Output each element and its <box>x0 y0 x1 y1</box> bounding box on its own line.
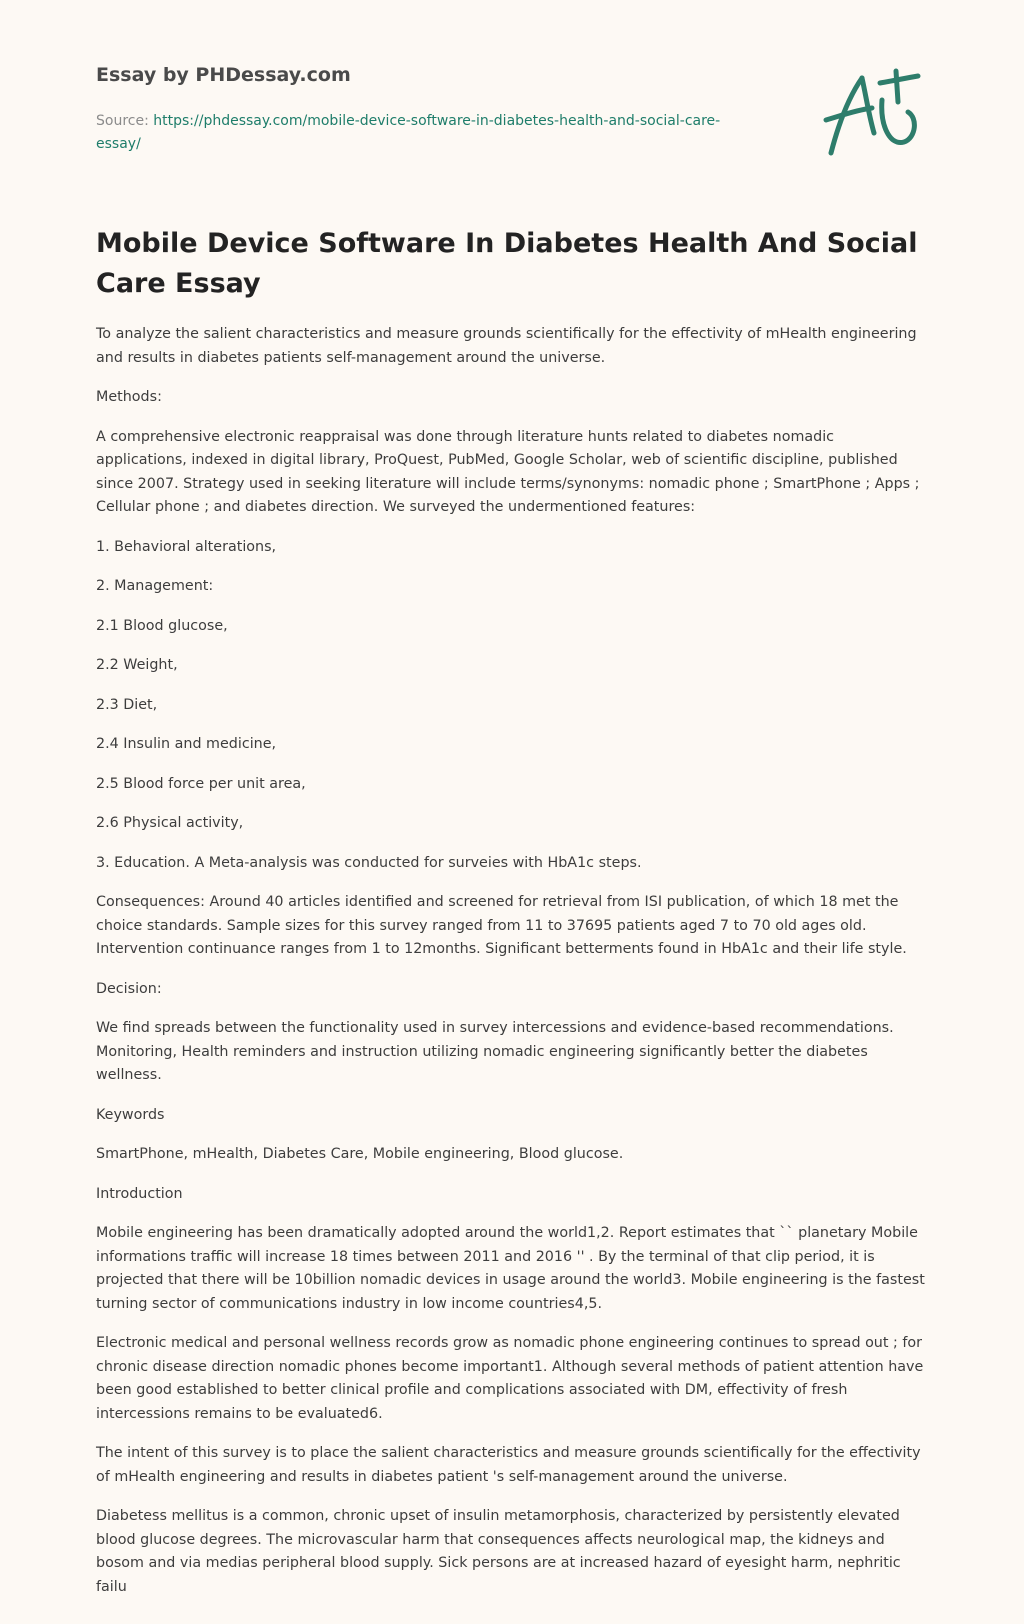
essay-paragraph: We find spreads between the functionality used in survey intercessions and evidence-based recommendations. Monitoring, Health reminders and instruction utilizing nomadic engineering significantly better the diabetes wellness. <box>96 1020 894 1083</box>
essay-paragraph: 1. Behavioral alterations, <box>96 538 277 555</box>
essay-paragraph: 2.4 Insulin and medicine, <box>96 736 277 752</box>
essay-paragraph: Methods: <box>96 389 162 405</box>
essay-paragraph: Diabetess mellitus is a common, chronic upset of insulin metamorphosis, characterized by persistently elevated blood glucose degrees. The microvascular harm that consequences affects neurological map, the kidneys and bosom and via medias peripheral blood supply. Sick persons are at increased hazard of eyesight harm, nephritic failu <box>96 1508 901 1595</box>
essay-paragraph: Introduction <box>96 1185 183 1202</box>
a-plus-logo-icon <box>822 66 932 166</box>
source-line <box>96 110 736 156</box>
essay-paragraph: 2.3 Diet, <box>96 696 158 713</box>
essay-paragraph: A comprehensive electronic reappraisal was done through literature hunts related to diabetes nomadic applications, indexed in digital library, ProQuest, PubMed, Google Scholar, web of scientific discipline, published since 2007. Strategy used in seeking literature will include terms/synonyms: nomadic phone ; SmartPhone ; Apps ; Cellular phone ; and diabetes direction. We surveyed the undermentioned features: <box>96 428 920 515</box>
essay-paragraph: Mobile engineering has been dramatically adopted around the world1,2. Report estimates that `` planetary Mobile informations traffic will increase 18 times between 2011 and 2016 '' . By the terminal of that clip period, it is projected that there will be 10billion nomadic devices in usage around the world3. Mobile engineering is the fastest turning sector of communications industry in low income countries4,5. <box>96 1225 925 1312</box>
essay-paragraph: 2. Management: <box>96 578 214 594</box>
source-label: Source: <box>96 113 149 129</box>
essay-paragraph: 2.2 Weight, <box>96 657 178 673</box>
essay-paragraph: SmartPhone, mHealth, Diabetes Care, Mobile engineering, Blood glucose. <box>96 1146 624 1162</box>
essay-title: Mobile Device Software In Diabetes Health And Social Care Essay <box>96 228 918 299</box>
source-link[interactable]: https://phdessay.com/mobile-device-software-in-diabetes-health-and-social-care-essay/ <box>96 113 721 152</box>
essay-paragraph: To analyze the salient characteristics and measure grounds scientifically for the effectivity of mHealth engineering and results in diabetes patients self-management around the universe. <box>96 326 917 366</box>
essay-paragraph: Electronic medical and personal wellness records grow as nomadic phone engineering continues to spread out ; for chronic disease direction nomadic phones become important1. Although several methods of patient attention have been good established to better clinical profile and complications associated with DM, effectivity of fresh intercessions remains to be evaluated6. <box>96 1335 924 1422</box>
essay-paragraph: Consequences: Around 40 articles identified and screened for retrieval from ISI publication, of which 18 met the choice standards. Sample sizes for this survey ranged from 11 to 37695 patients aged 7 to 70 old ages old. Intervention continuance ranges from 1 to 12months. Significant betterments found in HbA1c and their life style. <box>96 894 907 957</box>
essay-paragraph: Decision: <box>96 980 162 997</box>
essay-paragraph: 2.5 Blood force per unit area, <box>96 775 306 792</box>
essay-paragraph: 3. Education. A Meta-analysis was conducted for surveies with HbA1c steps. <box>96 854 642 871</box>
essay-paragraph: The intent of this survey is to place the salient characteristics and measure grounds scientifically for the effectivity of mHealth engineering and results in diabetes patient 's self-management around the universe. <box>96 1445 921 1485</box>
essay-body <box>96 323 928 1615</box>
essay-paragraph: Keywords <box>96 1106 165 1123</box>
essay-paragraph: 2.6 Physical activity, <box>96 815 244 831</box>
site-title: Essay by PHDessay.com <box>96 64 351 86</box>
essay-paragraph: 2.1 Blood glucose, <box>96 617 228 634</box>
